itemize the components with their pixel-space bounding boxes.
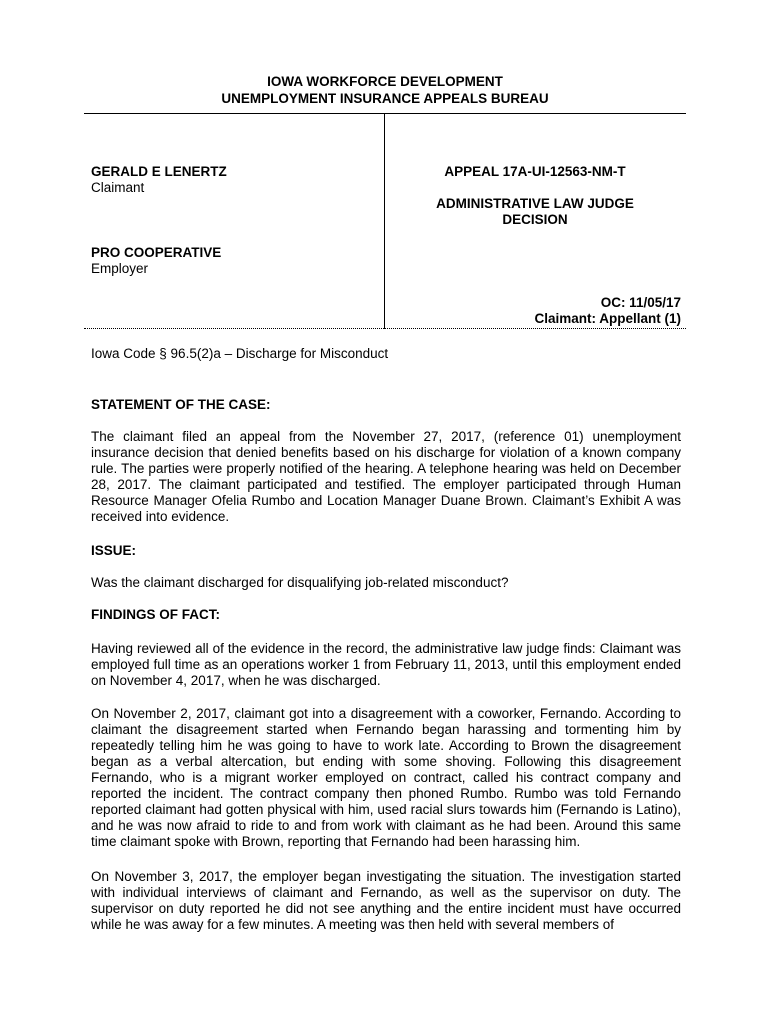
findings-heading: FINDINGS OF FACT: bbox=[91, 607, 220, 622]
caption-bottom-rule bbox=[84, 328, 686, 329]
employer-role: Employer bbox=[91, 261, 149, 276]
caption-top-rule bbox=[84, 113, 686, 114]
employer-name: PRO COOPERATIVE bbox=[91, 245, 222, 260]
code-citation: Iowa Code § 96.5(2)a – Discharge for Misconduct bbox=[91, 346, 389, 361]
appellant-line: Claimant: Appellant (1) bbox=[534, 311, 681, 326]
findings-paragraph-3: On November 3, 2017, the employer began investigating the situation. The investigation started with individual interviews of claimant and Fernando, as well as the supervisor on duty. The supervisor on duty reported he did not see anything and the entire incident must have occurred while he was away for a few minutes. A meeting was then held with several members of bbox=[91, 869, 681, 932]
oc-date: OC: 11/05/17 bbox=[600, 295, 681, 310]
bureau-title: UNEMPLOYMENT INSURANCE APPEALS BUREAU bbox=[221, 91, 549, 106]
statement-text: The claimant filed an appeal from the November 27, 2017, (reference 01) unemployment insurance decision that denied benefits based on his discharge for violation of a known company rule. The parties were properly notified of the hearing. A telephone hearing was held on December 28, 2017. The claimant participated and testified. The employer participated through Human Resource Manager Ofelia Rumbo and Location Manager Duane Brown. Claimant’s Exhibit A was received into evidence. bbox=[91, 429, 681, 524]
findings-paragraph-1: Having reviewed all of the evidence in the record, the administrative law judge finds: Claimant was employed full time as an operations worker 1 from February 11, 2013, until this employment ended on November 4, 2017, when he was discharged. bbox=[91, 641, 681, 688]
decision-title-2: DECISION bbox=[502, 212, 568, 227]
appeal-number: APPEAL 17A-UI-12563-NM-T bbox=[444, 164, 626, 179]
agency-title: IOWA WORKFORCE DEVELOPMENT bbox=[267, 74, 503, 89]
decision-title-1: ADMINISTRATIVE LAW JUDGE bbox=[436, 196, 634, 211]
statement-heading: STATEMENT OF THE CASE: bbox=[91, 397, 271, 412]
issue-text: Was the claimant discharged for disqualifying job-related misconduct? bbox=[91, 575, 509, 590]
issue-heading: ISSUE: bbox=[91, 543, 137, 558]
findings-paragraph-2: On November 2, 2017, claimant got into a disagreement with a coworker, Fernando. According to claimant the disagreement started when Fernando began harassing and tormenting him by repeatedly telling him he was going to have to work late. According to Brown the disagreement began as a verbal altercation, but ending with some shoving. Following this disagreement Fernando, who is a migrant worker employed on contract, called his contract company and reported the incident. The contract company then phoned Rumbo. Rumbo was told Fernando reported claimant had gotten physical with him, used racial slurs towards him (Fernando is Latino), and he was now afraid to ride to and from work with claimant as he had been. Around this same time claimant spoke with Brown, reporting that Fernando had been harassing him. bbox=[91, 706, 681, 849]
claimant-role: Claimant bbox=[91, 180, 145, 195]
claimant-name: GERALD E LENERTZ bbox=[91, 164, 227, 179]
